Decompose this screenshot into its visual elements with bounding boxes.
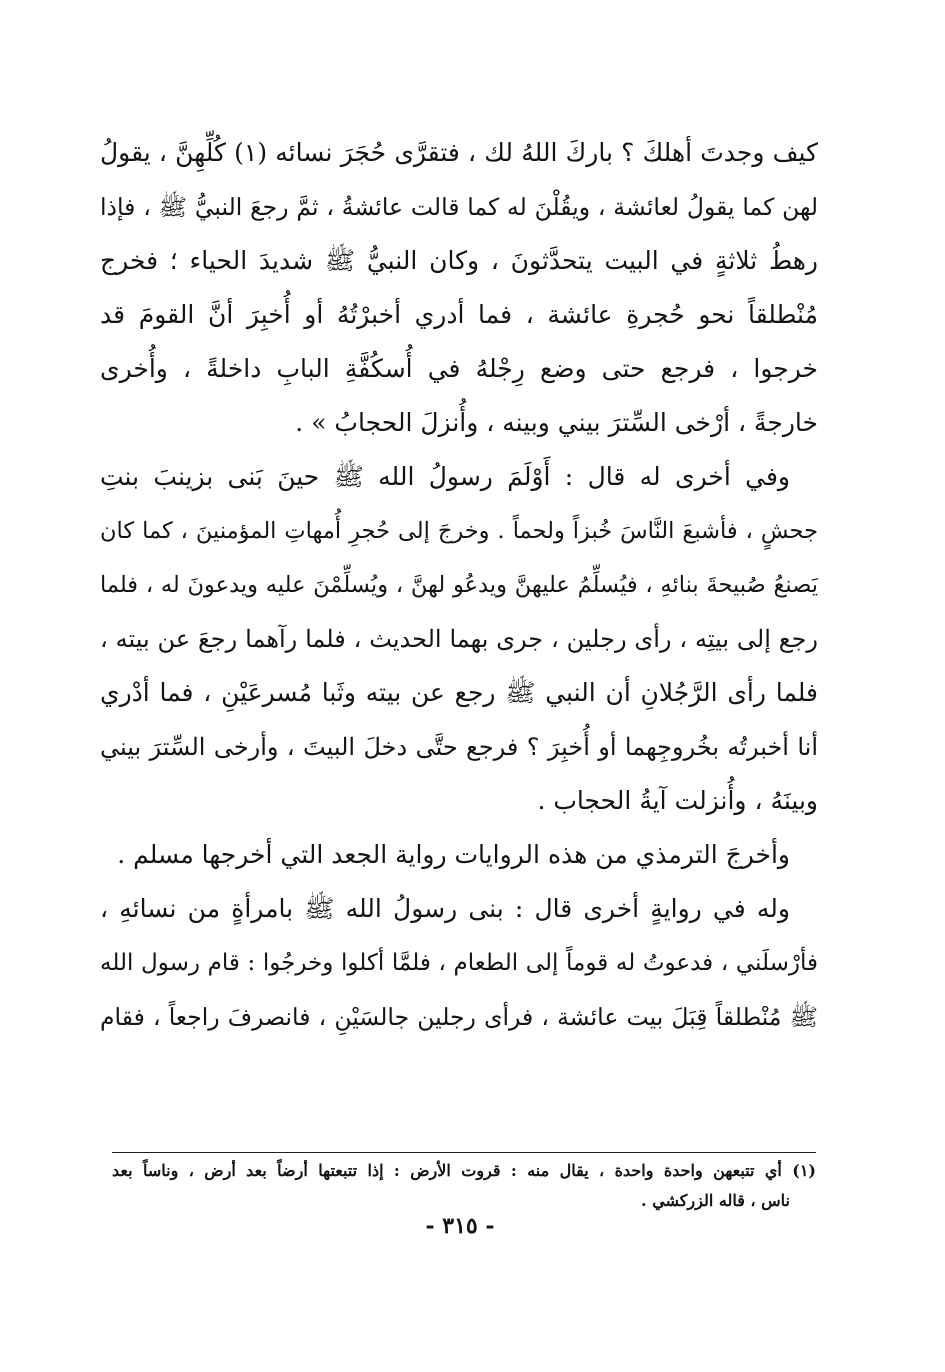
text-line: جحشٍ ، فأشبعَ النَّاسَ خُبزاً ولحماً . وخرجَ إلى حُجرِ أُمهاتِ المؤمنينَ ، كما كان [100, 518, 818, 544]
text-line: خرجوا ، فرجع حتى وضع رِجْلهُ في أُسكُفَّةِ البابِ داخلةً ، وأُخرى [100, 354, 818, 383]
text-line: خارجةً ، أرْخى السِّترَ بيني وبينه ، وأُنزلَ الحجابُ » . [295, 408, 818, 437]
footnote-line: ناس ، قاله الزركشي . [641, 1191, 790, 1210]
text-line: وفي أخرى له قال : أَوْلَمَ رسولُ الله ﷺ حينَ بَنى بزينبَ بنتِ [100, 462, 790, 491]
text-line: يَصنعُ صُبيحةَ بنائهِ ، فيُسلِّمُ عليهنَّ ويدعُو لهنَّ ، ويُسلِّمْنَ عليه ويدعونَ له ، فلما [100, 572, 818, 598]
text-line: لهن كما يقولُ لعائشة ، ويقُلْنَ له كما قالت عائشةُ ، ثمَّ رجعَ النبيُّ ﷺ ، فإذا [100, 193, 818, 221]
text-line: فلما رأى الرَّجُلانِ أن النبي ﷺ رجع عن بيته وثَبا مُسرعَيْنِ ، فما أدْري [100, 678, 818, 707]
text-line: وله في روايةٍ أخرى قال : بنى رسولُ الله ﷺ بامرأةٍ من نسائهِ ، [100, 894, 790, 923]
text-line: كيف وجدتَ أهلكَ ؟ باركَ اللهُ لك ، فتقرَّى حُجَرَ نسائه (١) كُلِّهِنَّ ، يقولُ [100, 138, 818, 167]
text-line: مُنْطلقاً نحو حُجرةِ عائشة ، فما أدري أخبرْتُهُ أو أُخبِرَ أنَّ القومَ قد [100, 300, 818, 329]
text-line: رهطُ ثلاثةٍ في البيت يتحدَّثونَ ، وكان النبيُّ ﷺ شديدَ الحياء ؛ فخرج [100, 246, 818, 275]
text-line: رجع إلى بيتِه ، رأى رجلين ، جرى بهما الحديث ، فلما رآهما رجعَ عن بيته ، [100, 625, 818, 653]
text-line: فأرْسلَني ، فدعوتُ له قوماً إلى الطعام ، فلمَّا أكلوا وخرجُوا : قام رسول الله [100, 950, 818, 976]
footnote-line: (١) أي تتبعهن واحدة واحدة ، يقال منه : قروت الأرض : إذا تتبعتها أرضاً بعد أرض ، وناساً بعد [112, 1161, 816, 1180]
page-number: - ٣١٥ - [425, 1213, 495, 1239]
footnote-divider [112, 1152, 816, 1153]
text-line: وأخرجَ الترمذي من هذه الروايات رواية الجعد التي أخرجها مسلم . [117, 840, 790, 869]
text-line: وبينَهُ ، وأُنزلت آيةُ الحجاب . [537, 786, 818, 815]
main-text [100, 126, 818, 1044]
text-line: ﷺ مُنْطلقاً قِبَلَ بيت عائشة ، فرأى رجلين جالسَيْنِ ، فانصرفَ راجعاً ، فقام [100, 1003, 818, 1031]
text-line: أنا أخبرتُه بخُروجِهما أو أُخبِرَ ؟ فرجع حتَّى دخلَ البيتَ ، وأرخى السِّترَ بيني [100, 733, 818, 761]
